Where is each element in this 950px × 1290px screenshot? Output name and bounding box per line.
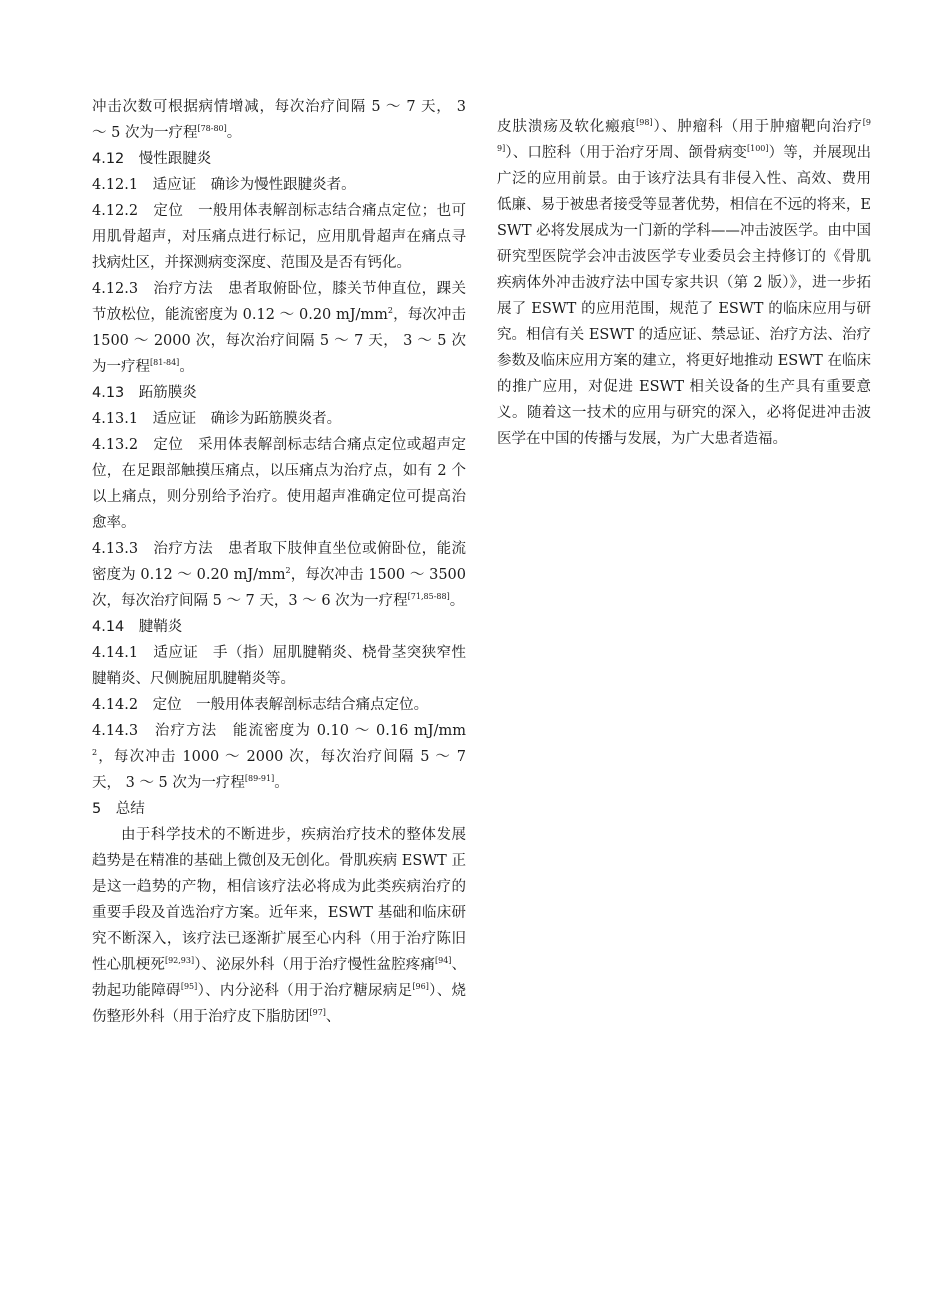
section-heading-5: 5 总结 [92, 801, 145, 817]
section-4-13-1: 4.13.1 适应证 确诊为跖筋膜炎者。 [92, 411, 342, 427]
paragraph-treatment-interval [92, 94, 466, 146]
superscript: 2 [387, 306, 394, 316]
text: ）、内分泌科（用于治疗糖尿病足 [197, 983, 413, 999]
citation: [94] [435, 956, 452, 966]
text: 。 [449, 593, 465, 609]
text: 4.13.3 治疗方法 患者取下肢伸直坐位或俯卧位，能流密度为 0.12 ～ 0.20 mJ/mm [92, 541, 466, 583]
section-4-14-2: 4.14.2 定位 一般用体表解剖标志结合痛点定位。 [92, 697, 429, 713]
section-4-12-3 [92, 276, 466, 380]
citation: [98] [636, 118, 653, 128]
section-4-13-2: 4.13.2 定位 采用体表解剖标志结合痛点定位或超声定位，在足跟部触摸压痛点，以压痛点为治疗点，如有 2 个以上痛点，则分别给予治疗。使用超声准确定位可提高治愈率。 [92, 437, 466, 531]
text: 4.12.3 治疗方法 患者取俯卧位，膝关节伸直位，踝关节放松位，能流密度为 0.12 ～ 0.20 mJ/mm [92, 281, 466, 323]
citation: [71,85-88] [407, 592, 450, 602]
citation: [96] [412, 982, 429, 992]
citation: [81-84] [150, 358, 180, 368]
text: ，每次冲击 1000 ～ 2000 次，每次治疗间隔 5 ～ 7 天， 3 ～ 5 次为一疗程 [92, 749, 466, 791]
text: ，每次冲击 1500 ～ 3500 次，每次治疗间隔 5 ～ 7 天，3 ～ 6 次为一疗程 [92, 567, 466, 609]
section-4-12-1: 4.12.1 适应证 确诊为慢性跟腱炎者。 [92, 177, 356, 193]
citation: [99] [497, 118, 872, 154]
citation: [95] [180, 982, 198, 992]
section-heading-4-13: 4.13 跖筋膜炎 [92, 385, 197, 401]
text: ）、烧伤整形外科（用于治疗皮下脂肪团 [92, 983, 467, 1025]
citation: [92,93] [164, 956, 195, 966]
summary-paragraph [92, 822, 466, 1030]
text: ）、泌尿外科（用于治疗慢性盆腔疼痛 [194, 957, 435, 973]
superscript: 2 [92, 748, 98, 758]
text: 由于科学技术的不断进步，疾病治疗技术的整体发展趋势是在精准的基础上微创及无创化。骨肌疾病 ESWT 正是这一趋势的产物，相信该疗法必将成为此类疾病治疗的重要手段及首选治疗方案。近年来，ESWT 基础和临床研究不断深入，该疗法已逐渐扩展至心内科（用于治疗陈旧性心肌梗死 [92, 827, 466, 973]
citation: [78-80] [197, 124, 227, 134]
section-heading-4-12: 4.12 慢性跟腱炎 [92, 151, 212, 167]
text: 。 [226, 125, 242, 141]
text: ，每次冲击 1500 ～ 2000 次，每次治疗间隔 5 ～ 7 天， 3 ～ 5 次为一疗程 [92, 307, 467, 375]
section-4-12-2: 4.12.2 定位 一般用体表解剖标志结合痛点定位；也可用肌骨超声，对压痛点进行标记，应用肌骨超声在痛点寻找病灶区，并探测病变深度、范围及是否有钙化。 [92, 203, 466, 271]
citation: [100] [747, 144, 769, 154]
citation: [89-91] [244, 774, 275, 784]
text: 、 [325, 1009, 341, 1025]
text: 冲击次数可根据病情增减，每次治疗间隔 5 ～ 7 天， 3 ～ 5 次为一疗程 [92, 99, 466, 141]
left-column [92, 94, 466, 1030]
section-4-13-3 [92, 536, 466, 614]
text: 。 [274, 775, 289, 791]
text: ）、肿瘤科（用于肿瘤靶向治疗 [652, 119, 863, 135]
section-4-14-1: 4.14.1 适应证 手（指）屈肌腱鞘炎、桡骨茎突狭窄性腱鞘炎、尺侧腕屈肌腱鞘炎等。 [92, 645, 466, 687]
superscript: 2 [285, 566, 291, 576]
text: 皮肤溃疡及软化瘢痕 [497, 119, 637, 135]
summary-continuation [497, 114, 871, 452]
citation: [97] [309, 1008, 326, 1018]
right-column [497, 114, 871, 452]
text: 。 [179, 359, 194, 375]
text: 4.14.3 治疗方法 能流密度为 0.10 ～ 0.16 mJ/mm [92, 723, 466, 739]
section-4-14-3 [92, 718, 466, 796]
section-heading-4-14: 4.14 腱鞘炎 [92, 619, 183, 635]
text: ）、口腔科（用于治疗牙周、颌骨病变 [505, 145, 747, 161]
text: ）等，并展现出广泛的应用前景。由于该疗法具有非侵入性、高效、费用低廉、易于被患者接受等显著优势，相信在不远的将来，ESWT 必将发展成为一门新的学科——冲击波医学。由中国研究型医院学会冲击波医学专业委员会主持修订的《骨肌疾病体外冲击波疗法中国专家共识（第 2 版）》，进一步拓展了 ESWT 的应用范围，规范了 ESWT 的临床应用与研究。相信有关 ESWT 的适应证、禁忌证、治疗方法、治疗参数及临床应用方案的建立，将更好地推动 ESWT 在临床的推广应用，对促进 ESWT 相关设备的生产具有重要意义。随着这一技术的应用与研究的深入，必将促进冲击波医学在中国的传播与发展，为广大患者造福。 [497, 145, 871, 447]
text: 、勃起功能障碍 [92, 957, 467, 999]
